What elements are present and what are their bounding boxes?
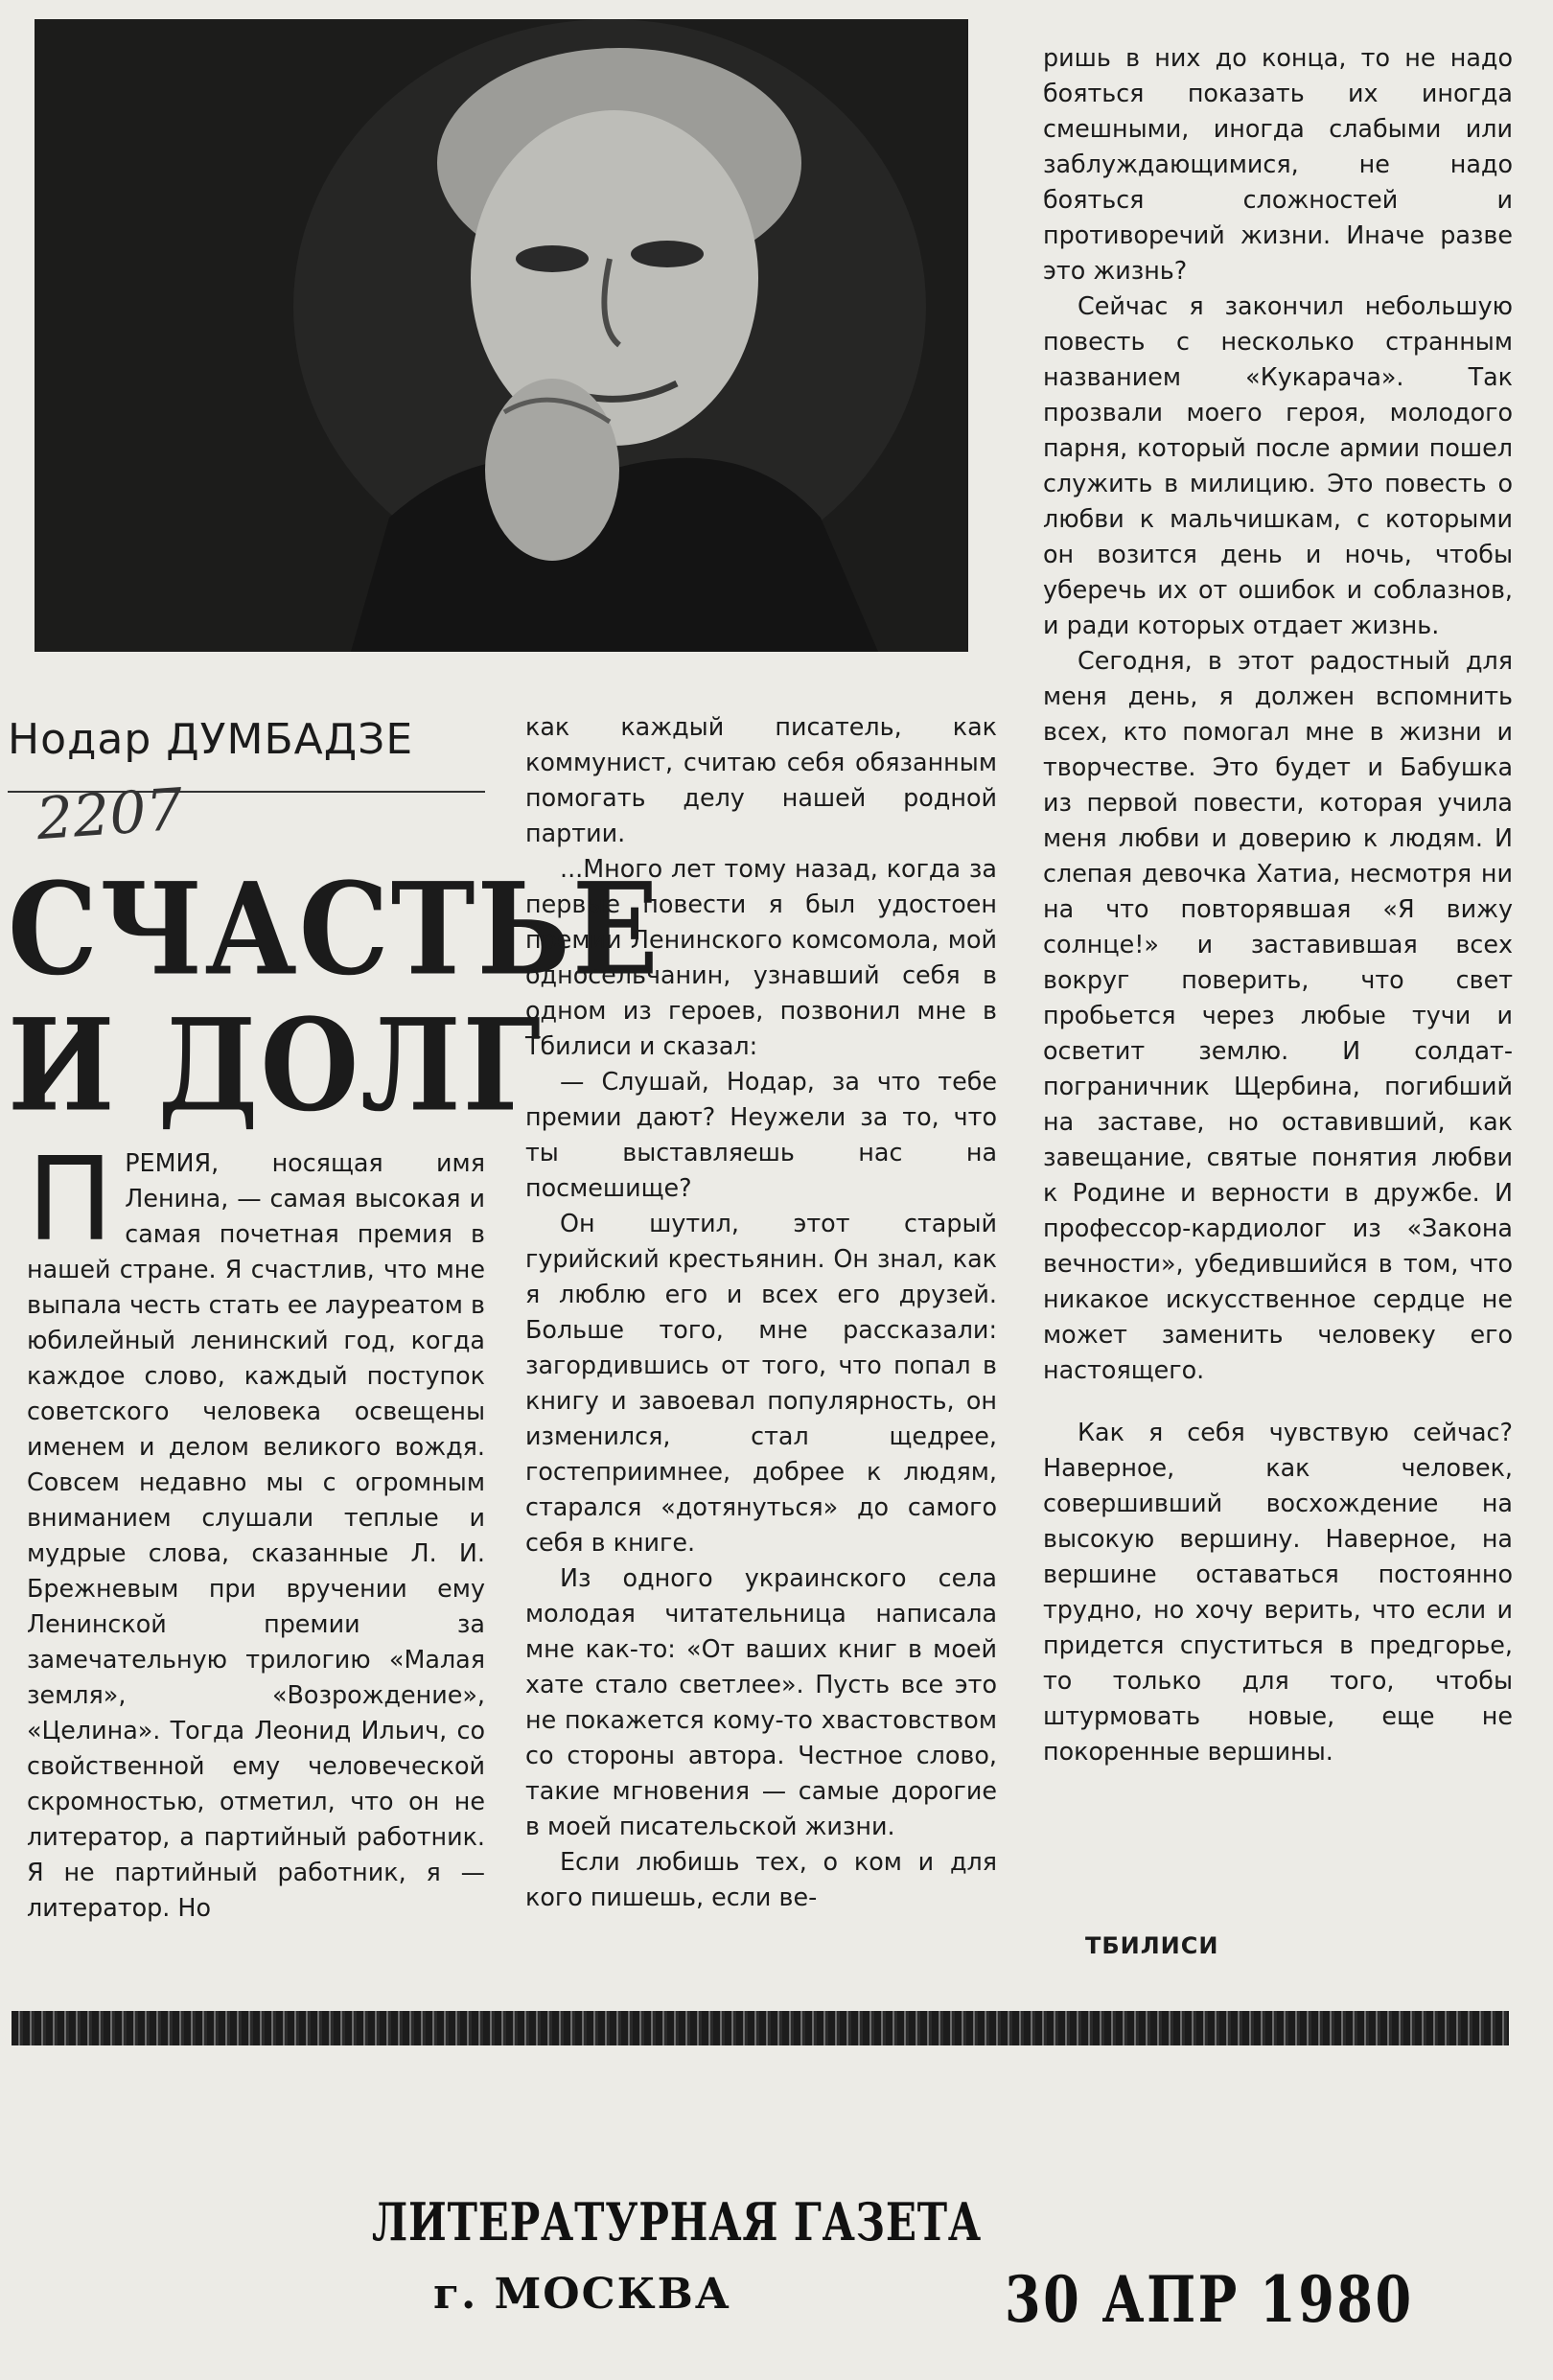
paragraph: как каждый писатель, как коммунист, считаю себя обязанным помогать делу нашей родной партии.	[525, 712, 997, 847]
article-column-1	[27, 1134, 485, 1926]
author-portrait-photo	[35, 19, 968, 652]
stamp-city: г. МОСКВА	[433, 2270, 731, 2319]
article-headline	[8, 853, 661, 1140]
paragraph: — Слушай, Нодар, за что тебе премии дают? Неужели за то, что ты выставляешь нас на посмешище?	[525, 1067, 997, 1202]
article-column-2	[525, 709, 997, 1915]
paragraph: Из одного украинского села молодая читательница написала мне как-то: «От ваших книг в моей хате стало светлее». Пусть все это не покажется кому-то хвастовством со стороны автора. Честное слово, такие мгновения — самые дорогие в моей писательской жизни.	[525, 1563, 997, 1840]
stamp-newspaper-name: ЛИТЕРАТУРНАЯ ГАЗЕТА	[372, 2191, 982, 2253]
headline-line-1: СЧАСТЬЕ	[8, 854, 661, 1004]
headline-line-2: И ДОЛГ	[8, 990, 544, 1140]
paragraph: Сейчас я закончил небольшую повесть с несколько странным названием «Кукарача». Так прозвали моего героя, молодого парня, который после армии пошел служить в милицию. Это повесть о любви к мальчишкам, с которыми он возится день и ночь, чтобы уберечь их от ошибок и соблазнов, и ради которых отдает жизнь.	[1043, 291, 1513, 639]
decorative-border-bar	[12, 2011, 1509, 2045]
paragraph: Как я себя чувствую сейчас? Наверное, как человек, совершивший восхождение на высокую вершину. Наверное, на вершине оставаться постоянно трудно, но хочу верить, что если и придется спуститься в предгорье, то только для того, чтобы штурмовать новые, еще не покоренные вершины.	[1043, 1418, 1513, 1766]
author-name: Нодар ДУМБАДЗЕ	[8, 715, 414, 764]
paragraph: Он шутил, этот старый гурийский крестьянин. Он знал, как я люблю его и всех его друзей. Больше того, мне рассказали: загордившись от того, что попал в книгу и завоевал популярность, он изменился, стал щедрее, гостеприимнее, добрее к людям, старался «дотянуться» до самого себя в книге.	[525, 1209, 997, 1557]
paragraph: Сегодня, в этот радостный для меня день, я должен вспомнить всех, кто помогал мне в жизни и творчестве. Это будет и Бабушка из первой повести, которая учила меня любви и доверию к людям. И слепая девочка Хатиа, несмотря ни на что повторявшая «Я вижу солнце!» и заставившая всех вокруг поверить, что свет пробьется через любые тучи и осветит землю. И солдат-пограничник Щербина, погибший на заставе, но оставивший, как завещание, святые понятия любви к Родине и верности в дружбе. И профессор-кардиолог из «Закона вечности», убедившийся в том, что никакое искусственное сердце не может заменить человеку его настоящего.	[1043, 646, 1513, 1384]
handwritten-number: 2207	[34, 775, 185, 854]
portrait-photo-icon	[35, 19, 968, 652]
article-column-3	[1043, 40, 1513, 1769]
paragraph: Если любишь тех, о ком и для кого пишешь, если ве-	[525, 1847, 997, 1911]
paragraph-text: РЕМИЯ, носящая имя Ленина, — самая высокая и самая почетная премия в нашей стране. Я счастлив, что мне выпала честь стать ее лауреатом в юбилейный ленинский год, когда каждое слово, каждый поступок советского человека освещены именем и делом великого вождя. Совсем недавно мы с огромным вниманием слушали теплые и мудрые слова, сказанные Л. И. Брежневым при вручении ему Ленинской премии за замечательную трилогию «Малая земля», «Возрождение», «Целина». Тогда Леонид Ильич, со свойственной ему человеческой скромностью, отметил, что он не литератор, а партийный работник. Я не партийный работник, я — литератор. Но	[27, 1148, 485, 1922]
paragraph: ...Много лет тому назад, когда за первые повести я был удостоен премии Ленинского комсомола, мой односельчанин, узнавший себя в одном из героев, позвонил мне в Тбилиси и сказал:	[525, 854, 997, 1060]
stamp-date: 30 АПР 1980	[1005, 2262, 1414, 2337]
drop-cap: П	[27, 1134, 114, 1267]
dateline: ТБИЛИСИ	[1085, 1932, 1219, 1959]
paragraph	[27, 1134, 485, 1926]
paragraph: ришь в них до конца, то не надо бояться показать их иногда смешными, иногда слабыми или заблуждающимися, не надо бояться сложностей и противоречий жизни. Иначе разве это жизнь?	[1043, 43, 1513, 285]
